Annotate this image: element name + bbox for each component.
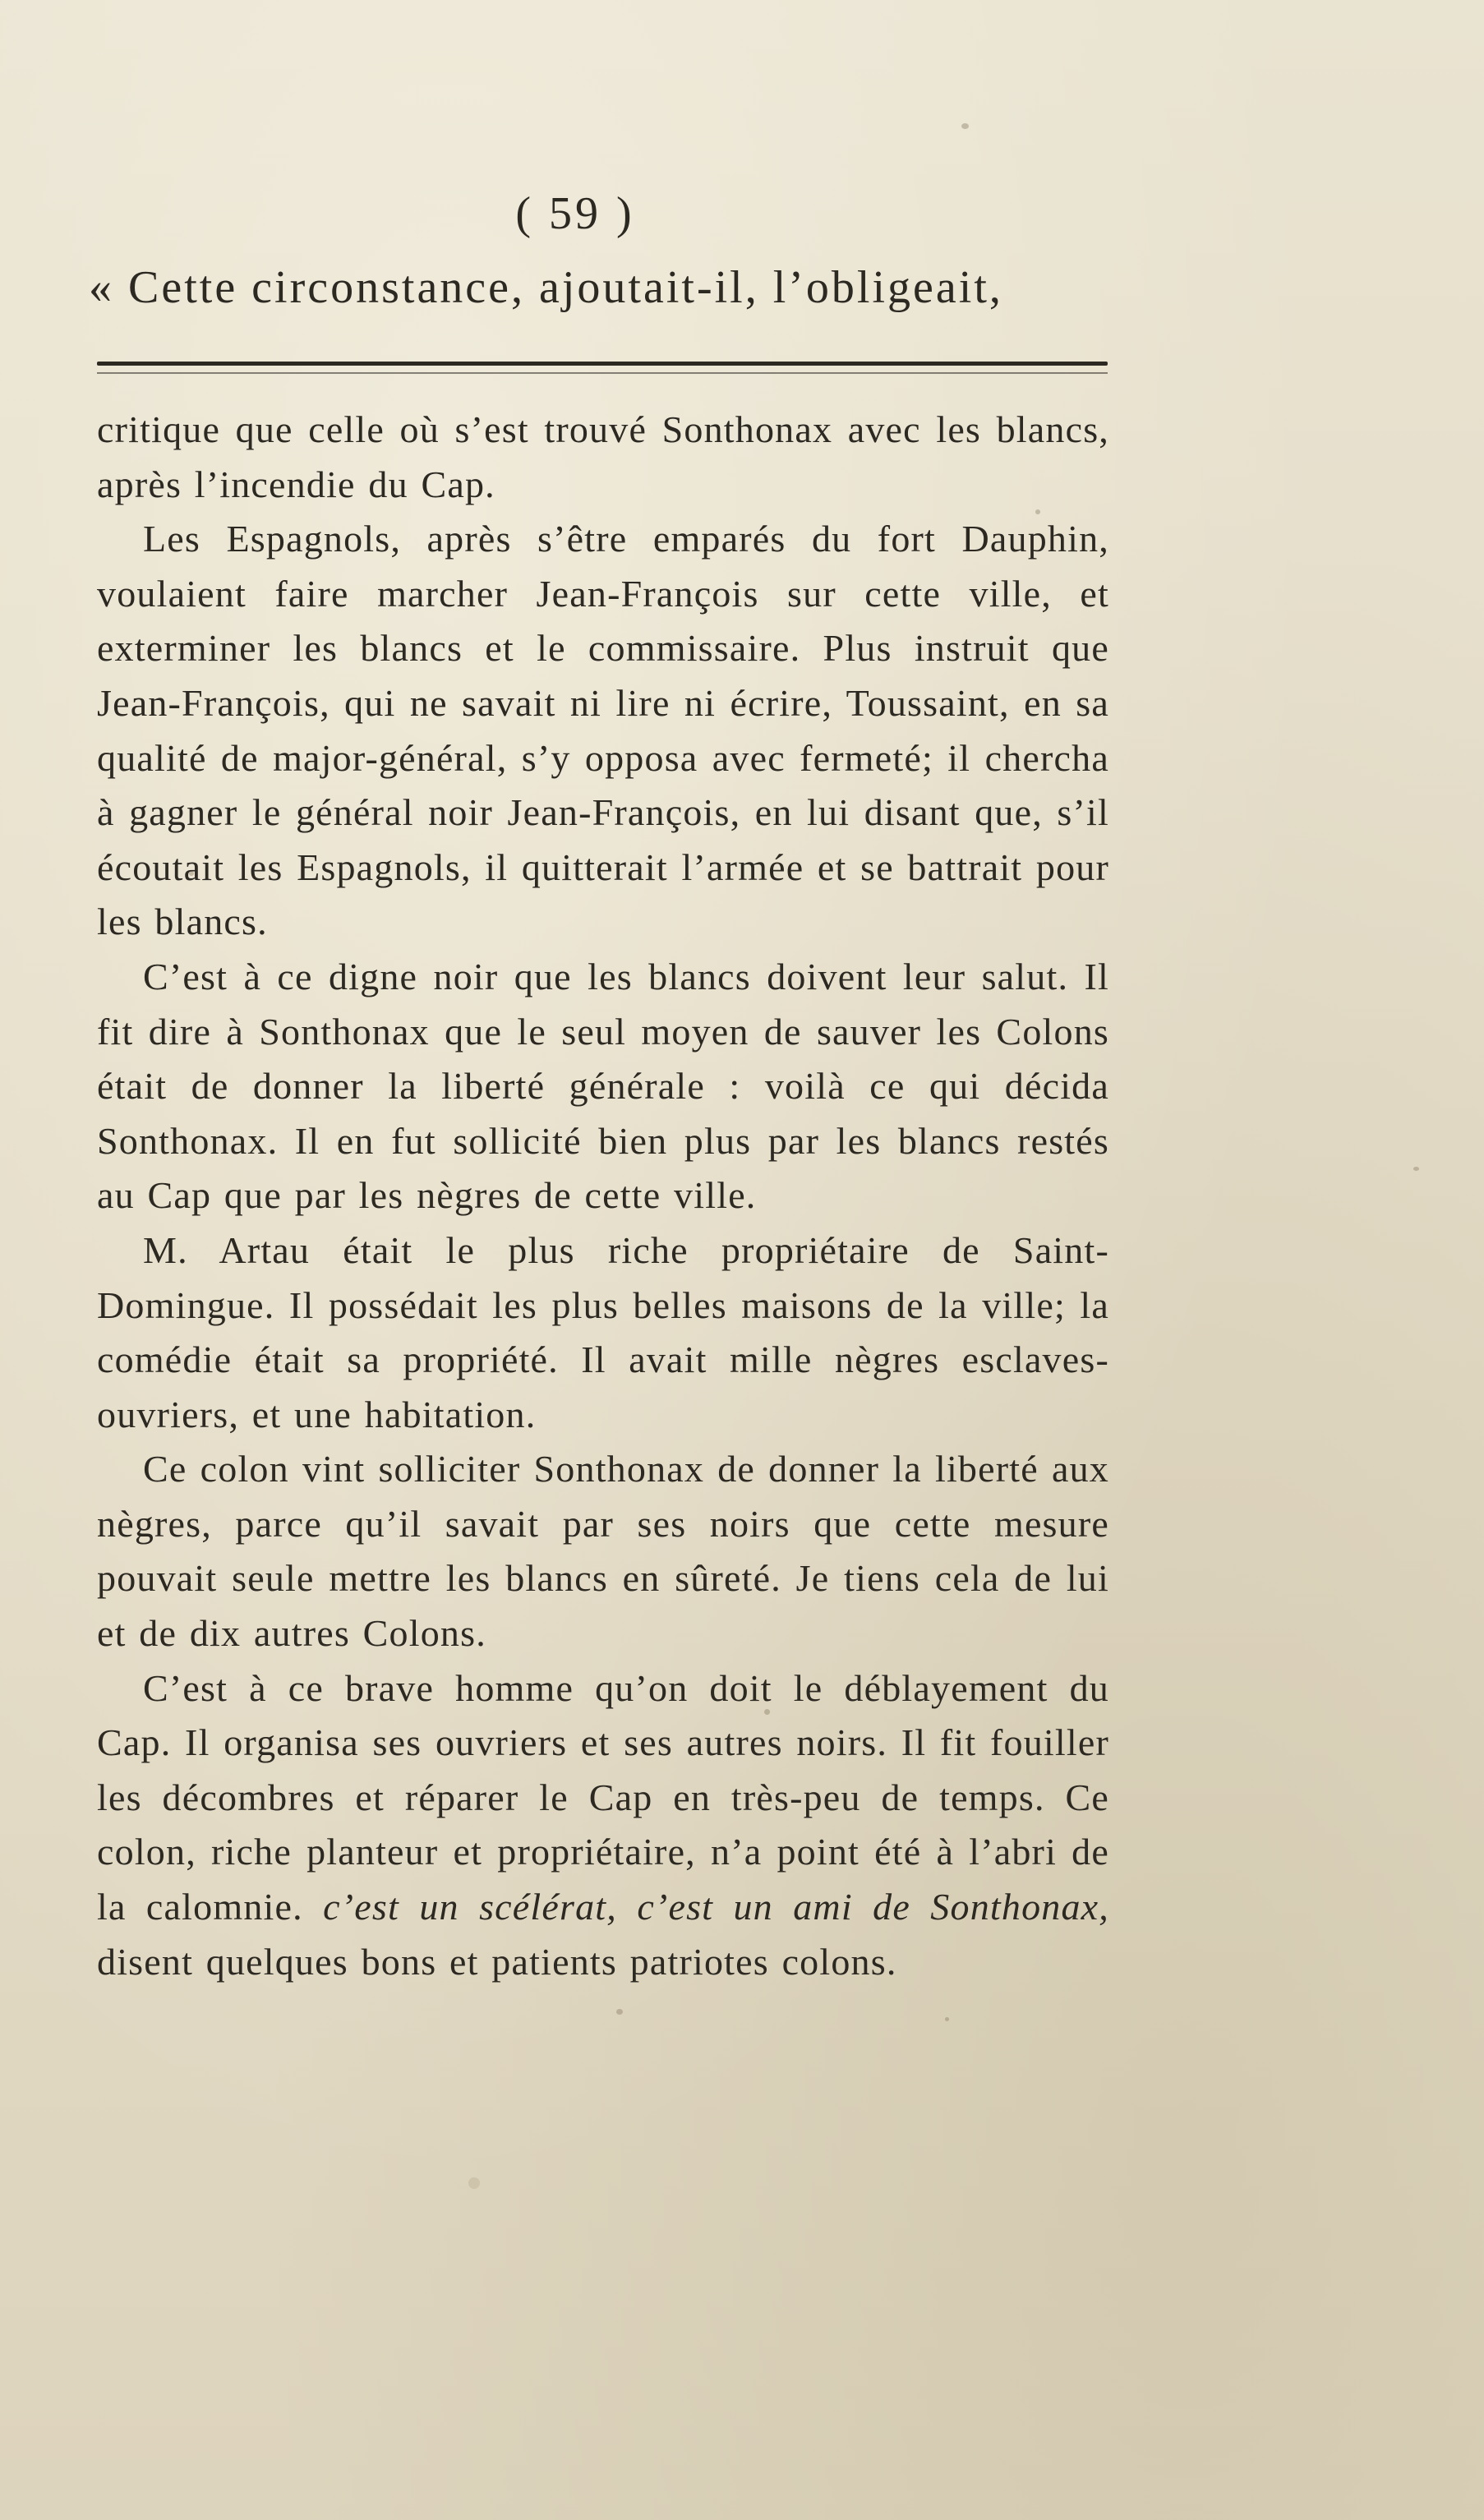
paper-speck	[945, 2017, 949, 2021]
page-number: ( 59 )	[515, 188, 635, 239]
paragraph	[97, 1661, 1109, 1990]
paper-speck	[961, 123, 969, 129]
italic-quote: c’est un scélérat, c’est un ami de Sonthonax,	[323, 1886, 1109, 1928]
catchword-line: « Cette circonstance, ajoutait-il, l’obligeait,	[89, 262, 1003, 313]
paragraph: Les Espagnols, après s’être emparés du fort Dauphin, voulaient faire marcher Jean-François sur cette ville, et exterminer les blancs et le commissaire. Plus instruit que Jean-François, qui ne savait ni lire ni écrire, Toussaint, en sa qualité de major-général, s’y opposa avec fermeté; il chercha à gagner le général noir Jean-François, en lui disant que, s’il écoutait les Espagnols, il quitterait l’armée et se battrait pour les blancs.	[97, 518, 1109, 943]
paragraph: C’est à ce digne noir que les blancs doivent leur salut. Il fit dire à Sonthonax que le seul moyen de sauver les Colons était de donner la liberté générale : voilà ce qui décida Sonthonax. Il en fut sollicité bien plus par les blancs restés au Cap que par les nègres de cette ville.	[97, 955, 1109, 1217]
paragraph: critique que celle où s’est trouvé Sonthonax avec les blancs, après l’incendie du Cap.	[97, 408, 1109, 505]
paragraph-text: C’est à ce brave homme qu’on doit le déblayement du Cap. Il organisa ses ouvriers et ses autres noirs. Il fit fouiller les décombres et réparer le Cap en très-peu de temps. Ce colon, riche planteur et propriétaire, n’a point été à l’abri de la calomnie.	[97, 1666, 1109, 1928]
divider-rule-thin	[97, 372, 1108, 374]
paper-speck	[616, 2009, 623, 2015]
paper-speck	[468, 2177, 480, 2189]
paragraph: M. Artau était le plus riche propriétaire de Saint-Domingue. Il possédait les plus belles maisons de la ville; la comédie était sa propriété. Il avait mille nègres esclaves-ouvriers, et une habitation.	[97, 1228, 1109, 1435]
paragraph-text: disent quelques bons et patients patriotes colons.	[97, 1940, 897, 1983]
paragraph: Ce colon vint solliciter Sonthonax de donner la liberté aux nègres, parce qu’il savait par ses noirs que cette mesure pouvait seule mettre les blancs en sûreté. Je tiens cela de lui et de dix autres Colons.	[97, 1448, 1109, 1655]
body-text	[97, 403, 1109, 1989]
paper-speck	[1413, 1167, 1419, 1171]
divider-rule	[97, 362, 1108, 366]
